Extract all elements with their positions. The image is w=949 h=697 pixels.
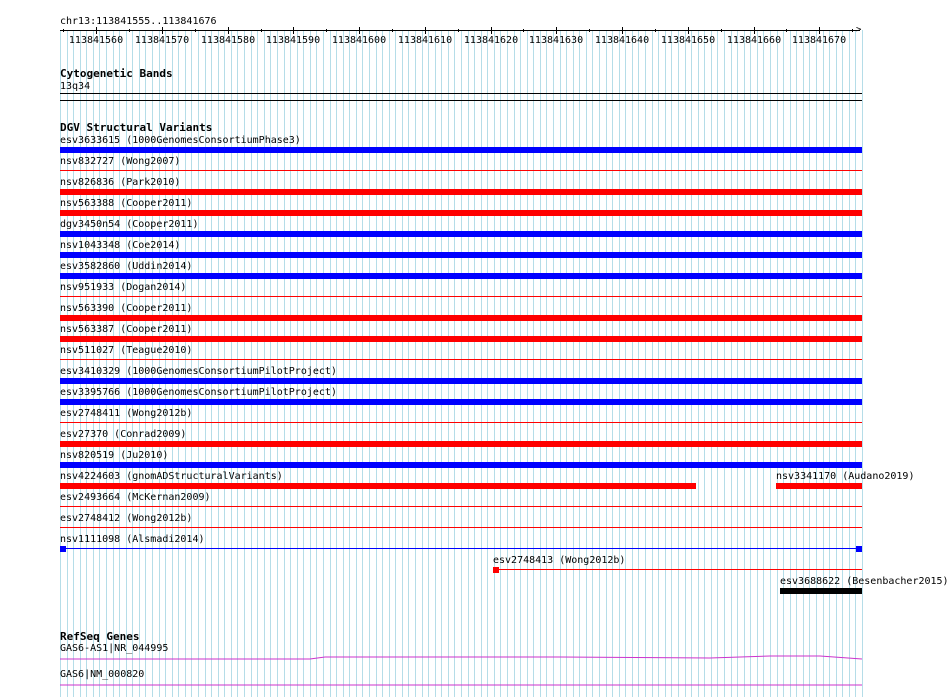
grid-line [717, 30, 718, 697]
grid-line [237, 30, 238, 697]
dgv-feature-line[interactable] [60, 170, 862, 171]
grid-line [349, 30, 350, 697]
grid-line [790, 30, 791, 697]
grid-line [303, 30, 304, 697]
grid-line [507, 30, 508, 697]
grid-line [711, 30, 712, 697]
grid-line [487, 30, 488, 697]
ruler-tick-label: 113841580 [200, 35, 256, 46]
grid-line [566, 30, 567, 697]
dgv-feature-label[interactable]: nsv563390 (Cooper2011) [60, 303, 193, 314]
grid-line [297, 30, 298, 697]
dgv-feature-block[interactable] [856, 546, 862, 552]
refseq-gene-line[interactable] [60, 680, 862, 690]
ruler-tick-label: 113841610 [397, 35, 453, 46]
grid-line [612, 30, 613, 697]
grid-line [224, 30, 225, 697]
dgv-feature-label[interactable]: nsv4224603 (gnomADStructuralVariants) [60, 471, 283, 482]
ruler-tick-label: 113841590 [265, 35, 321, 46]
grid-line [724, 30, 725, 697]
dgv-feature-bar[interactable] [60, 189, 862, 195]
dgv-feature-line[interactable] [493, 569, 862, 570]
dgv-feature-line[interactable] [60, 548, 862, 549]
dgv-feature-bar[interactable] [60, 231, 862, 237]
dgv-feature-bar[interactable] [60, 399, 862, 405]
dgv-feature-label[interactable]: esv3633615 (1000GenomesConsortiumPhase3) [60, 135, 301, 146]
dgv-feature-label[interactable]: esv27370 (Conrad2009) [60, 429, 187, 440]
dgv-feature-bar[interactable] [60, 336, 862, 342]
grid-line [369, 30, 370, 697]
grid-line [468, 30, 469, 697]
cytoband-track-title[interactable]: Cytogenetic Bands [60, 67, 173, 80]
grid-line [428, 30, 429, 697]
grid-line [731, 30, 732, 697]
cytoband-line [60, 93, 862, 94]
grid-line [310, 30, 311, 697]
grid-line [579, 30, 580, 697]
dgv-feature-label[interactable]: nsv563387 (Cooper2011) [60, 324, 193, 335]
dgv-feature-bar[interactable] [60, 315, 862, 321]
grid-line [737, 30, 738, 697]
grid-line [849, 30, 850, 697]
ruler-major-tick [162, 27, 163, 34]
grid-line [625, 30, 626, 697]
grid-line [389, 30, 390, 697]
ruler-minor-tick [655, 29, 656, 32]
ruler-minor-tick [589, 29, 590, 32]
grid-line [500, 30, 501, 697]
grid-line [316, 30, 317, 697]
ruler-minor-tick [129, 29, 130, 32]
dgv-feature-label[interactable]: nsv820519 (Ju2010) [60, 450, 169, 461]
grid-line [244, 30, 245, 697]
dgv-feature-bar[interactable] [776, 483, 862, 489]
grid-line [678, 30, 679, 697]
grid-line [777, 30, 778, 697]
grid-line [520, 30, 521, 697]
dgv-feature-label[interactable]: nsv3341170 (Audano2019) [776, 471, 915, 482]
grid-line [356, 30, 357, 697]
dgv-feature-bar[interactable] [60, 378, 862, 384]
grid-line [691, 30, 692, 697]
dgv-feature-label[interactable]: nsv832727 (Wong2007) [60, 156, 181, 167]
grid-line [284, 30, 285, 697]
dgv-feature-label[interactable]: esv3395766 (1000GenomesConsortiumPilotProject) [60, 387, 337, 398]
grid-line [336, 30, 337, 697]
dgv-feature-label[interactable]: dgv3450n54 (Cooper2011) [60, 219, 199, 230]
grid-line [270, 30, 271, 697]
dgv-feature-label[interactable]: esv3410329 (1000GenomesConsortiumPilotProject) [60, 366, 337, 377]
grid-line [698, 30, 699, 697]
grid-line [560, 30, 561, 697]
dgv-feature-bar[interactable] [60, 210, 862, 216]
grid-line [836, 30, 837, 697]
dgv-feature-block[interactable] [493, 567, 499, 573]
ruler-major-tick [556, 27, 557, 34]
dgv-feature-bar[interactable] [780, 588, 862, 594]
ruler-major-tick [819, 27, 820, 34]
ruler-minor-tick [721, 29, 722, 32]
grid-line [376, 30, 377, 697]
grid-line [408, 30, 409, 697]
dgv-feature-line[interactable] [60, 506, 862, 507]
ruler-major-tick [622, 27, 623, 34]
ruler-major-tick [754, 27, 755, 34]
grid-line [435, 30, 436, 697]
grid-line [474, 30, 475, 697]
dgv-feature-bar[interactable] [60, 252, 862, 258]
ruler-major-tick [688, 27, 689, 34]
grid-line [540, 30, 541, 697]
grid-line [586, 30, 587, 697]
ruler-major-tick [491, 27, 492, 34]
dgv-feature-label[interactable]: esv2748412 (Wong2012b) [60, 513, 193, 524]
ruler-minor-tick [63, 29, 64, 32]
grid-line [382, 30, 383, 697]
ruler-major-tick [293, 27, 294, 34]
grid-line [823, 30, 824, 697]
grid-line [862, 30, 863, 697]
ruler-minor-tick [458, 29, 459, 32]
grid-line [796, 30, 797, 697]
ruler-tick-label: 113841660 [726, 35, 782, 46]
ruler-major-tick [425, 27, 426, 34]
refseq-track-title[interactable]: RefSeq Genes [60, 630, 140, 643]
grid-line [638, 30, 639, 697]
ruler-axis [60, 30, 860, 31]
grid-line [290, 30, 291, 697]
grid-line [744, 30, 745, 697]
ruler-minor-tick [195, 29, 196, 32]
grid-line [441, 30, 442, 697]
dgv-feature-label[interactable]: nsv1043348 (Coe2014) [60, 240, 181, 251]
locus-label: chr13:113841555..113841676 [60, 16, 217, 27]
dgv-track-title[interactable]: DGV Structural Variants [60, 121, 213, 134]
grid-line [422, 30, 423, 697]
grid-line [461, 30, 462, 697]
ruler-minor-tick [523, 29, 524, 32]
dgv-feature-label[interactable]: esv3688622 (Besenbacher2015) [780, 576, 949, 587]
refseq-gene-label[interactable]: GAS6|NM_000820 [60, 669, 145, 680]
grid-line [218, 30, 219, 697]
grid-line [533, 30, 534, 697]
dgv-feature-line[interactable] [60, 527, 862, 528]
ruler-minor-tick [326, 29, 327, 32]
dgv-feature-bar[interactable] [60, 147, 862, 153]
grid-line [619, 30, 620, 697]
grid-line [652, 30, 653, 697]
grid-line [546, 30, 547, 697]
dgv-feature-label[interactable]: nsv511027 (Teague2010) [60, 345, 193, 356]
ruler-tick-label: 113841600 [331, 35, 387, 46]
track-divider [60, 100, 862, 101]
refseq-gene-label[interactable]: GAS6-AS1|NR_044995 [60, 643, 169, 654]
grid-line [829, 30, 830, 697]
ruler-major-tick [96, 27, 97, 34]
dgv-feature-label[interactable]: esv2493664 (McKernan2009) [60, 492, 211, 503]
grid-line [671, 30, 672, 697]
grid-line [527, 30, 528, 697]
grid-line [514, 30, 515, 697]
ruler-major-tick [359, 27, 360, 34]
ruler-major-tick [228, 27, 229, 34]
grid-line [704, 30, 705, 697]
grid-line [481, 30, 482, 697]
dgv-feature-bar[interactable] [60, 273, 862, 279]
grid-line [330, 30, 331, 697]
grid-line [323, 30, 324, 697]
grid-line [264, 30, 265, 697]
ruler-tick-label: 113841620 [463, 35, 519, 46]
grid-line [816, 30, 817, 697]
dgv-feature-label[interactable]: esv2748413 (Wong2012b) [493, 555, 626, 566]
dgv-feature-label[interactable]: esv2748411 (Wong2012b) [60, 408, 193, 419]
grid-line [362, 30, 363, 697]
grid-line [251, 30, 252, 697]
ruler-tick-label: 113841630 [528, 35, 584, 46]
ruler-minor-tick [261, 29, 262, 32]
grid-line [257, 30, 258, 697]
ruler-minor-tick [392, 29, 393, 32]
dgv-feature-line[interactable] [60, 296, 862, 297]
grid-line [599, 30, 600, 697]
dgv-feature-bar[interactable] [60, 441, 862, 447]
grid-line [606, 30, 607, 697]
grid-line [343, 30, 344, 697]
grid-line [645, 30, 646, 697]
grid-line [757, 30, 758, 697]
grid-line [770, 30, 771, 697]
grid-line [685, 30, 686, 697]
ruler-tick-label: 113841670 [791, 35, 847, 46]
ruler-minor-tick [852, 29, 853, 32]
grid-line [842, 30, 843, 697]
dgv-feature-label[interactable]: nsv1111098 (Alsmadi2014) [60, 534, 205, 545]
grid-line [855, 30, 856, 697]
grid-line [783, 30, 784, 697]
dgv-feature-label[interactable]: nsv563388 (Cooper2011) [60, 198, 193, 209]
dgv-feature-label[interactable]: nsv951933 (Dogan2014) [60, 282, 187, 293]
dgv-feature-block[interactable] [60, 546, 66, 552]
grid-line [592, 30, 593, 697]
ruler-arrow-icon: > [856, 25, 862, 35]
grid-line [454, 30, 455, 697]
dgv-feature-label[interactable]: nsv826836 (Park2010) [60, 177, 181, 188]
grid-line [448, 30, 449, 697]
grid-line [658, 30, 659, 697]
refseq-gene-line[interactable] [60, 654, 862, 664]
dgv-feature-bar[interactable] [60, 483, 696, 489]
grid-line [573, 30, 574, 697]
dgv-feature-label[interactable]: esv3582860 (Uddin2014) [60, 261, 193, 272]
dgv-feature-line[interactable] [60, 359, 862, 360]
ruler-tick-label: 113841650 [660, 35, 716, 46]
dgv-feature-bar[interactable] [60, 462, 862, 468]
cytoband-label[interactable]: 13q34 [60, 81, 91, 92]
grid-line [415, 30, 416, 697]
grid-line [231, 30, 232, 697]
grid-line [763, 30, 764, 697]
grid-line [632, 30, 633, 697]
grid-line [809, 30, 810, 697]
ruler-tick-label: 113841560 [68, 35, 124, 46]
grid-line [553, 30, 554, 697]
grid-line [277, 30, 278, 697]
ruler-tick-label: 113841570 [134, 35, 190, 46]
grid-line [750, 30, 751, 697]
ruler-minor-tick [786, 29, 787, 32]
ruler-tick-label: 113841640 [594, 35, 650, 46]
grid-line [494, 30, 495, 697]
grid-line [402, 30, 403, 697]
dgv-feature-line[interactable] [60, 422, 862, 423]
grid-line [395, 30, 396, 697]
grid-line [665, 30, 666, 697]
grid-line [803, 30, 804, 697]
